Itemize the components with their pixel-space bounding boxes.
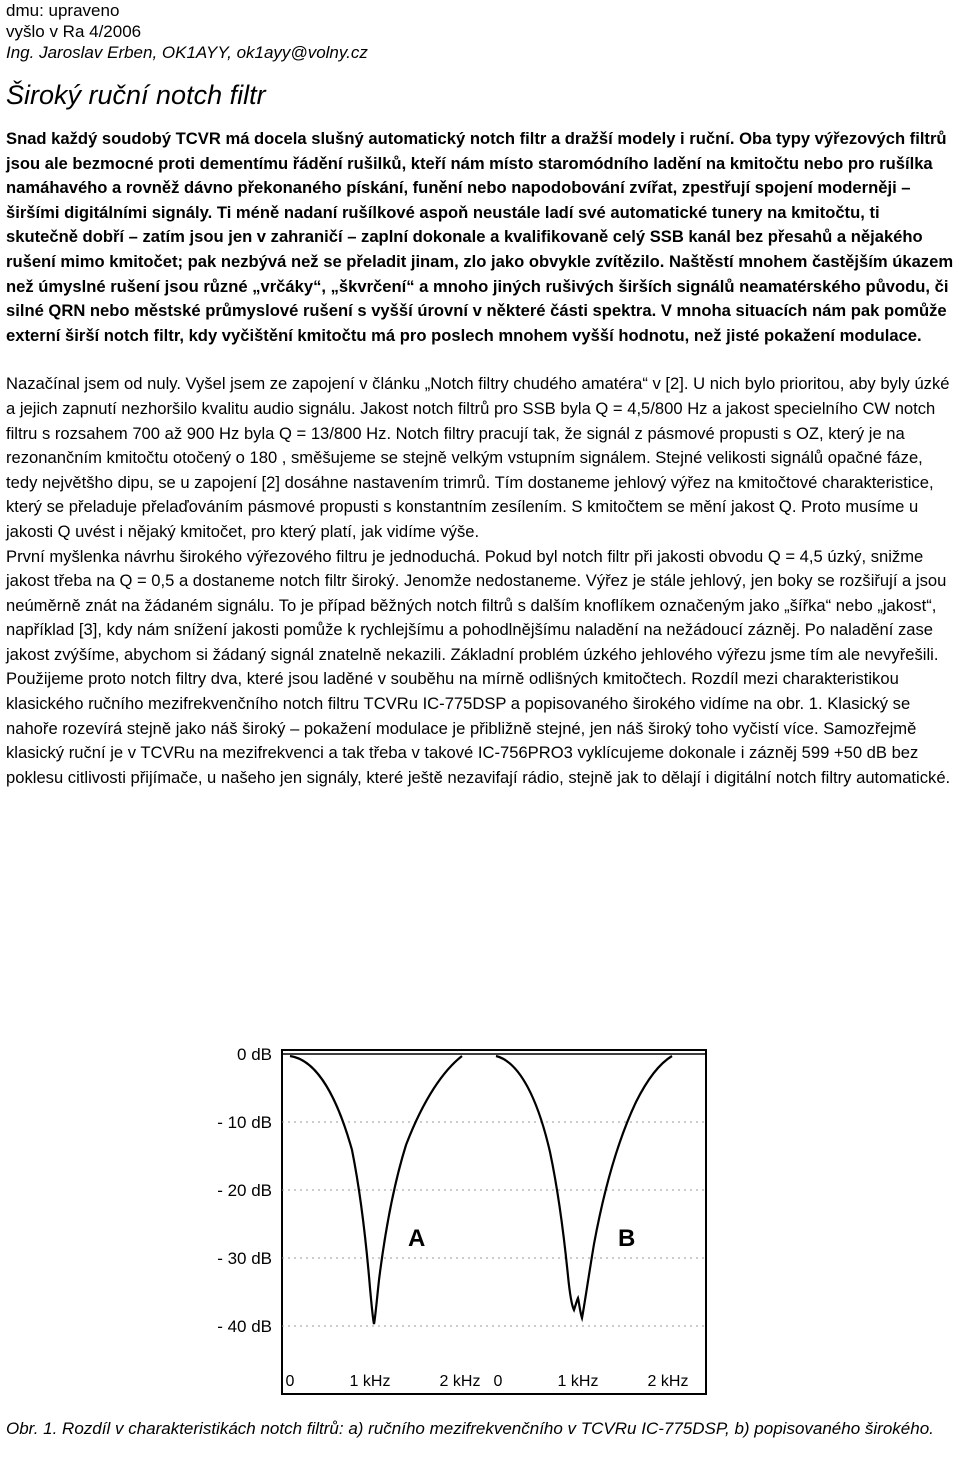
y-tick-label: - 20 dB — [217, 1181, 272, 1200]
body-paragraph-2: První myšlenka návrhu širokého výřezového filtru je jednoduchá. Pokud byl notch filtr při jakosti obvodu Q = 4,5 úzký, snižme jakost třeba na Q = 0,5 a dostaneme notch filtr široký. Jenomže nedostaneme. Výřez je stále jehlový, jen boky se rozšiřují a jsou neúměrně znát na žádaném signálu. To je případ běžných notch filtrů s dalším knoflíkem označeným jako „šířka“ nebo „jakost“, například [3], kdy nám snížení jakosti pomůže k rychlejšímu a pohodlnějšímu naladění na nežádoucí zázněj. Po naladění zase jakost zvýšíme, abychom si žádaný signál znatelně nekazili. Základní problém úzkého jehlového výřezu jsme tím ale nevyřešili. — [6, 546, 947, 664]
curve-a-narrow-notch — [290, 1056, 462, 1324]
x-tick-label: 2 kHz — [439, 1373, 481, 1390]
x-tick-label: 0 — [493, 1373, 503, 1390]
x-axis-labels — [286, 1373, 689, 1390]
plot-frame — [282, 1050, 706, 1394]
y-tick-label: - 30 dB — [217, 1249, 272, 1268]
y-axis-labels — [217, 1045, 272, 1336]
x-tick-label: 1 kHz — [557, 1373, 599, 1390]
x-tick-label: 0 — [285, 1373, 295, 1390]
y-tick-label: - 10 dB — [217, 1113, 272, 1132]
abstract-paragraph: Snad každý soudobý TCVR má docela slušný automatický notch filtr a dražší modely i ruční. Oba typy výřezových filtrů jsou ale bezmocné proti dementímu řádění rušilků, kteří nám místo staromódního ladění na kmitočtu nebo pro rušílka namáhavého a rovněž dávno překonaného pískání, funění nebo napodobování zvířat, zpestřují spojení moderněji – širšími digitálními signály. Ti méně nadaní rušílkové aspoň neustále ladí své automatické tunery na kmitočtu, ti skutečně dobří – zatím jsou jen v zahraničí – zaplní dokonale a kvalifikovaně celý SSB kanál bez přesahů a nějakého rušení mimo kmitočet; pak nezbývá než se přeladit jinam, zlo jako obvykle zvítězilo. Naštěstí mnohem častějším úkazem než úmyslné rušení jsou různé „vrčáky“, „škvrčení“ a mnoho jiných rušivých širších signálů neamatérského původu, či silné QRN nebo městské průmyslové rušení s vyšší úrovní v některé části spektra. V mnoha situacích nám pak pomůže externí širší notch filtr, kdy vyčištění kmitočtu má pro poslech mnohem vyšší hodnotu, než jisté pokažení modulace. — [6, 129, 954, 345]
curve-label-b: B — [618, 1225, 636, 1252]
notch-response-plot — [198, 1040, 718, 1408]
plot-grid — [282, 1122, 706, 1326]
curve-b-wide-notch — [496, 1056, 672, 1318]
figure-caption: Obr. 1. Rozdíl v charakteristikách notch filtrů: a) ručního mezifrekvenčního v TCVRu IC-775DSP, b) popisovaného širokého. — [6, 1419, 934, 1438]
publication-note: vyšlo v Ra 4/2006 — [6, 22, 142, 41]
notch-response-figure — [198, 1040, 718, 1408]
x-tick-label: 2 kHz — [647, 1373, 689, 1390]
document-page — [6, 0, 956, 790]
y-tick-label: 0 dB — [237, 1045, 272, 1064]
body-paragraph-3: Použijeme proto notch filtry dva, které jsou laděné v souběhu na mírně odlišných kmitočtech. Rozdíl mezi charakteristikou klasického ručního mezifrekvenčního notch filtru TCVRu IC-775DSP a popisovaného širokého vidíme na obr. 1. Klasický se nahoře rozevírá stejně jako náš široký – pokažení modulace je přibližně stejné, jen náš široký toho vyčistí více. Samozřejmě klasický ruční je v TCVRu na mezifrekvenci a tak třeba v takové IC-756PRO3 vyklícujeme dokonale i zázněj 599 +50 dB bez poklesu citlivosti přijímače, u našeho jen signály, které ještě nezavifají rádio, stejně jak to dělají i digitální notch filtry automatické. — [6, 669, 951, 787]
page-title: Široký ruční notch filtr — [6, 80, 266, 110]
edit-note: dmu: upraveno — [6, 1, 120, 20]
curve-label-a: A — [408, 1225, 426, 1252]
y-tick-label: - 40 dB — [217, 1317, 272, 1336]
x-tick-label: 1 kHz — [349, 1373, 391, 1390]
author-line: Ing. Jaroslav Erben, OK1AYY, ok1ayy@volny.cz — [6, 43, 368, 62]
body-paragraph-1: Nazačínal jsem od nuly. Vyšel jsem ze zapojení v článku „Notch filtry chudého amatéra“ v [2]. U nich bylo prioritou, aby byly úzké a jejich zapnutí nezhoršilo kvalitu audio signálu. Jakost notch filtrů pro SSB byla Q = 4,5/800 Hz a jakost specielního CW notch filtru s rozsahem 700 až 900 Hz byla Q = 13/800 Hz. Notch filtry pracují tak, že signál z pásmové propusti s OZ, který je na rezonančním kmitočtu otočený o 180 , směšujeme se stejně velkým vstupním signálem. Stejné velikosti signálů opačné fáze, tedy největšho dipu, se u zapojení [2] dosáhne nastavením trimrů. Tím dostaneme jehlový výřez na kmitočtové charakteristice, který se přeladuje přelaďováním pásmové propusti s konstantním zesílením. S kmitočtem se mění jakost Q. Proto musíme u jakosti Q uvést i nějaký kmitočet, pro který platí, jak vidíme výše. — [6, 374, 950, 541]
